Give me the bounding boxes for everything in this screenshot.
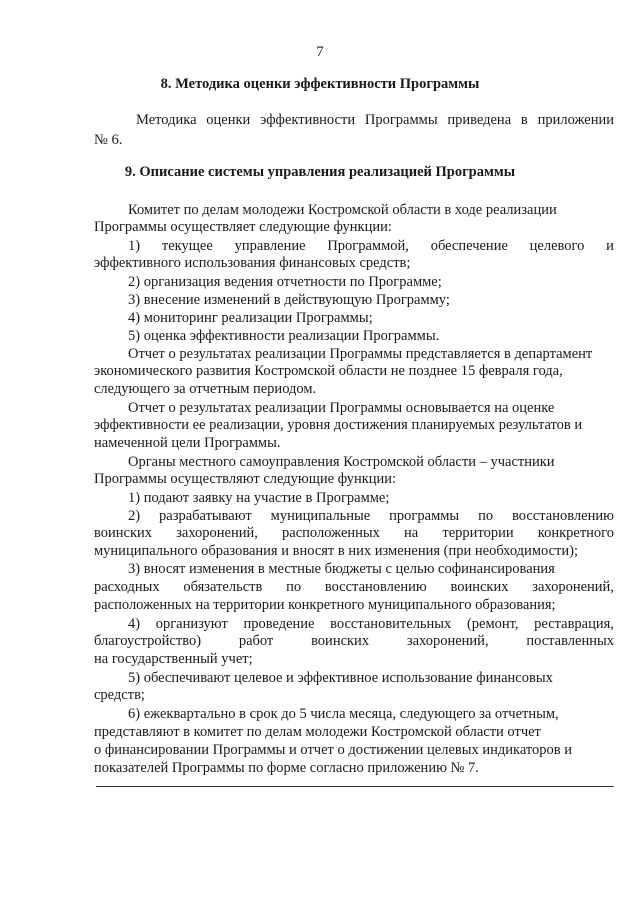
- page-number: 7: [316, 44, 324, 60]
- section-9-paragraph-line: 6) ежеквартально в срок до 5 числа месяца, следующего за отчетным,: [128, 706, 559, 722]
- section-9-paragraph-line: 2) организация ведения отчетности по Программе;: [128, 274, 442, 290]
- section-9-paragraph-line: на государственный учет;: [94, 651, 253, 667]
- section-9-paragraph-line: воинских захоронений, расположенных на территории конкретного: [94, 525, 614, 541]
- section-9-heading: 9. Описание системы управления реализацией Программы: [124, 164, 516, 180]
- section-9-paragraph-line: экономического развития Костромской области не позднее 15 февраля года,: [94, 363, 563, 379]
- section-9-paragraph-line: средств;: [94, 687, 145, 703]
- section-9-paragraph-line: 2) разрабатывают муниципальные программы по восстановлению: [128, 508, 614, 524]
- section-9-paragraph-line: муниципального образования и вносят в них изменения (при необходимости);: [94, 543, 578, 559]
- section-9-paragraph-line: эффективности ее реализации, уровня достижения планируемых результатов и: [94, 417, 583, 433]
- section-9-paragraph-line: Отчет о результатах реализации Программы основывается на оценке: [128, 400, 555, 416]
- section-9-paragraph-line: Программы осуществляют следующие функции:: [94, 471, 397, 487]
- section-9-paragraph-line: 1) подают заявку на участие в Программе;: [128, 490, 390, 506]
- section-9-paragraph-line: о финансировании Программы и отчет о достижении целевых индикаторов и: [94, 742, 573, 758]
- section-9-paragraph-line: показателей Программы по форме согласно приложению № 7.: [94, 760, 479, 776]
- section-8-heading: 8. Методика оценки эффективности Программы: [160, 76, 480, 92]
- section-9-paragraph-line: намеченной цели Программы.: [94, 435, 281, 451]
- section-9-paragraph-line: 4) организуют проведение восстановительных (ремонт, реставрация,: [128, 616, 614, 632]
- section-8-paragraph-line: № 6.: [94, 132, 123, 148]
- section-9-paragraph-line: Отчет о результатах реализации Программы представляется в департамент: [128, 346, 593, 362]
- section-9-paragraph-line: расходных обязательств по восстановлению воинских захоронений,: [94, 579, 614, 595]
- section-9-paragraph-line: Органы местного самоуправления Костромской области – участники: [128, 454, 555, 470]
- section-9-paragraph-line: 3) внесение изменений в действующую Программу;: [128, 292, 450, 308]
- footer-divider: [96, 786, 614, 787]
- section-8-paragraph-line: Методика оценки эффективности Программы приведена в приложении: [136, 112, 614, 128]
- section-9-paragraph-line: 5) обеспечивают целевое и эффективное использование финансовых: [128, 670, 553, 686]
- section-9-paragraph-line: расположенных на территории конкретного муниципального образования;: [94, 597, 556, 613]
- section-9-paragraph-line: благоустройство) работ воинских захоронений, поставленных: [94, 633, 614, 649]
- section-9-paragraph-line: Комитет по делам молодежи Костромской области в ходе реализации: [128, 202, 557, 218]
- section-9-paragraph-line: 1) текущее управление Программой, обеспечение целевого и: [128, 238, 614, 254]
- section-9-paragraph-line: представляют в комитет по делам молодежи Костромской области отчет: [94, 724, 541, 740]
- section-9-paragraph-line: Программы осуществляет следующие функции:: [94, 219, 392, 235]
- section-9-paragraph-line: 4) мониторинг реализации Программы;: [128, 310, 373, 326]
- section-9-paragraph-line: 5) оценка эффективности реализации Программы.: [128, 328, 440, 344]
- section-9-paragraph-line: 3) вносят изменения в местные бюджеты с целью софинансирования: [128, 561, 555, 577]
- section-9-paragraph-line: эффективного использования финансовых средств;: [94, 255, 411, 271]
- section-9-paragraph-line: следующего за отчетным периодом.: [94, 381, 317, 397]
